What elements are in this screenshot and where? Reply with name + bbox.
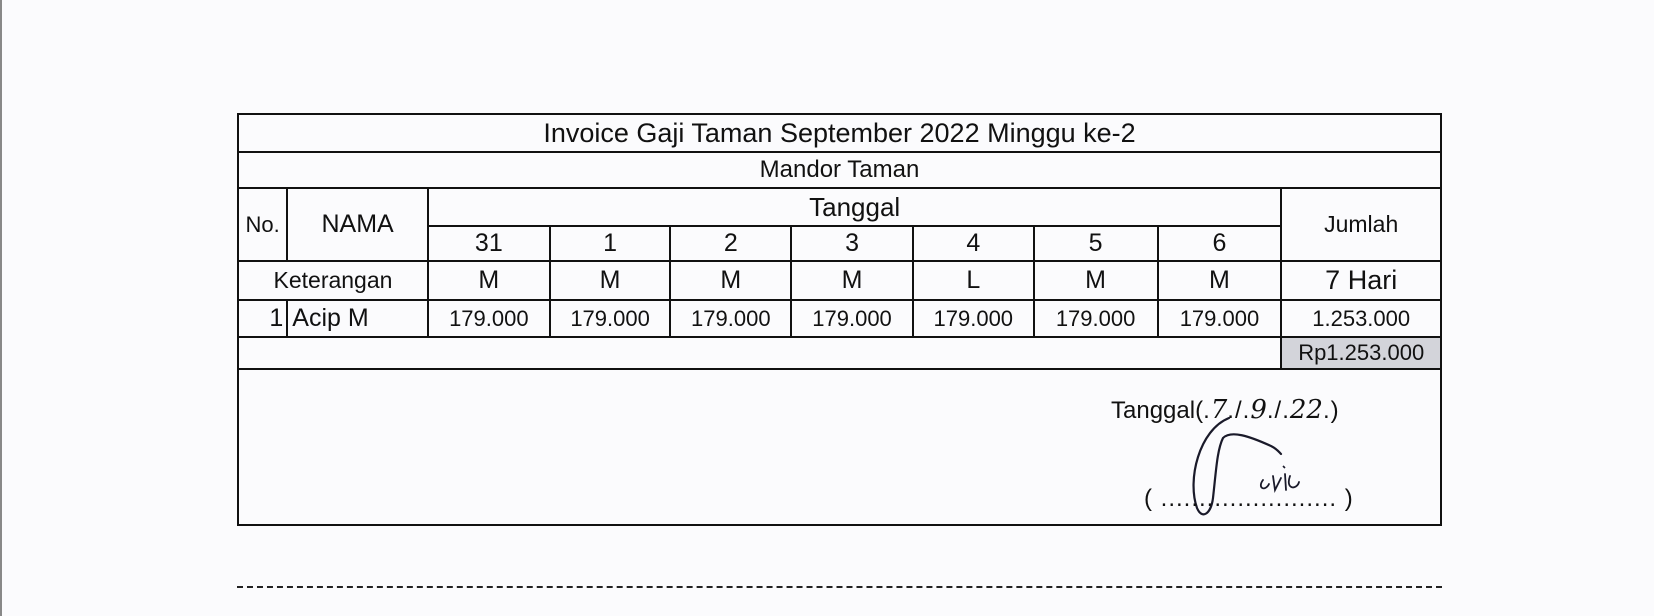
row-value: 179.000	[913, 300, 1034, 337]
row-no: 1	[239, 300, 287, 337]
row-value: 179.000	[1158, 300, 1282, 337]
handwritten-year: 22	[1289, 395, 1323, 425]
keterangan-code: M	[1158, 261, 1282, 300]
keterangan-code: L	[913, 261, 1034, 300]
signature-date-label: Tanggal	[1111, 397, 1196, 424]
signature-date: Tanggal(.7./.9./.22.)	[1111, 395, 1339, 425]
handwritten-day: 7	[1210, 395, 1228, 425]
keterangan-code: M	[791, 261, 913, 300]
row-jumlah: 1.253.000	[1281, 300, 1440, 337]
row-value: 179.000	[428, 300, 550, 337]
header-nama: NAMA	[287, 188, 428, 261]
row-value: 179.000	[791, 300, 913, 337]
date-header: 6	[1158, 226, 1282, 261]
handwritten-month: 9	[1250, 395, 1267, 425]
date-header: 2	[670, 226, 791, 261]
row-value: 179.000	[670, 300, 791, 337]
keterangan-total-days: 7 Hari	[1281, 261, 1440, 300]
invoice-sheet	[237, 113, 1442, 526]
keterangan-code: M	[428, 261, 550, 300]
keterangan-code: M	[670, 261, 791, 300]
header-keterangan: Keterangan	[239, 261, 428, 300]
row-value: 179.000	[550, 300, 671, 337]
cut-line	[237, 586, 1442, 588]
signature-area	[239, 365, 1440, 524]
date-header: 31	[428, 226, 550, 261]
date-header: 1	[550, 226, 671, 261]
date-header: 5	[1034, 226, 1158, 261]
date-header: 4	[913, 226, 1034, 261]
keterangan-code: M	[1034, 261, 1158, 300]
row-value: 179.000	[1034, 300, 1158, 337]
date-header: 3	[791, 226, 913, 261]
signature-name-line: ( ....................... )	[1144, 485, 1354, 512]
grand-total: Rp1.253.000	[1281, 337, 1440, 369]
row-nama: Acip M	[287, 300, 428, 337]
invoice-table	[239, 115, 1440, 370]
scan-edge-line	[0, 0, 2, 616]
invoice-title: Invoice Gaji Taman September 2022 Minggu ke-2	[239, 115, 1440, 152]
header-no: No.	[239, 188, 287, 261]
invoice-subtitle: Mandor Taman	[239, 152, 1440, 188]
header-jumlah: Jumlah	[1281, 188, 1440, 261]
table-row	[239, 300, 1440, 337]
keterangan-code: M	[550, 261, 671, 300]
header-tanggal: Tanggal	[428, 188, 1281, 226]
